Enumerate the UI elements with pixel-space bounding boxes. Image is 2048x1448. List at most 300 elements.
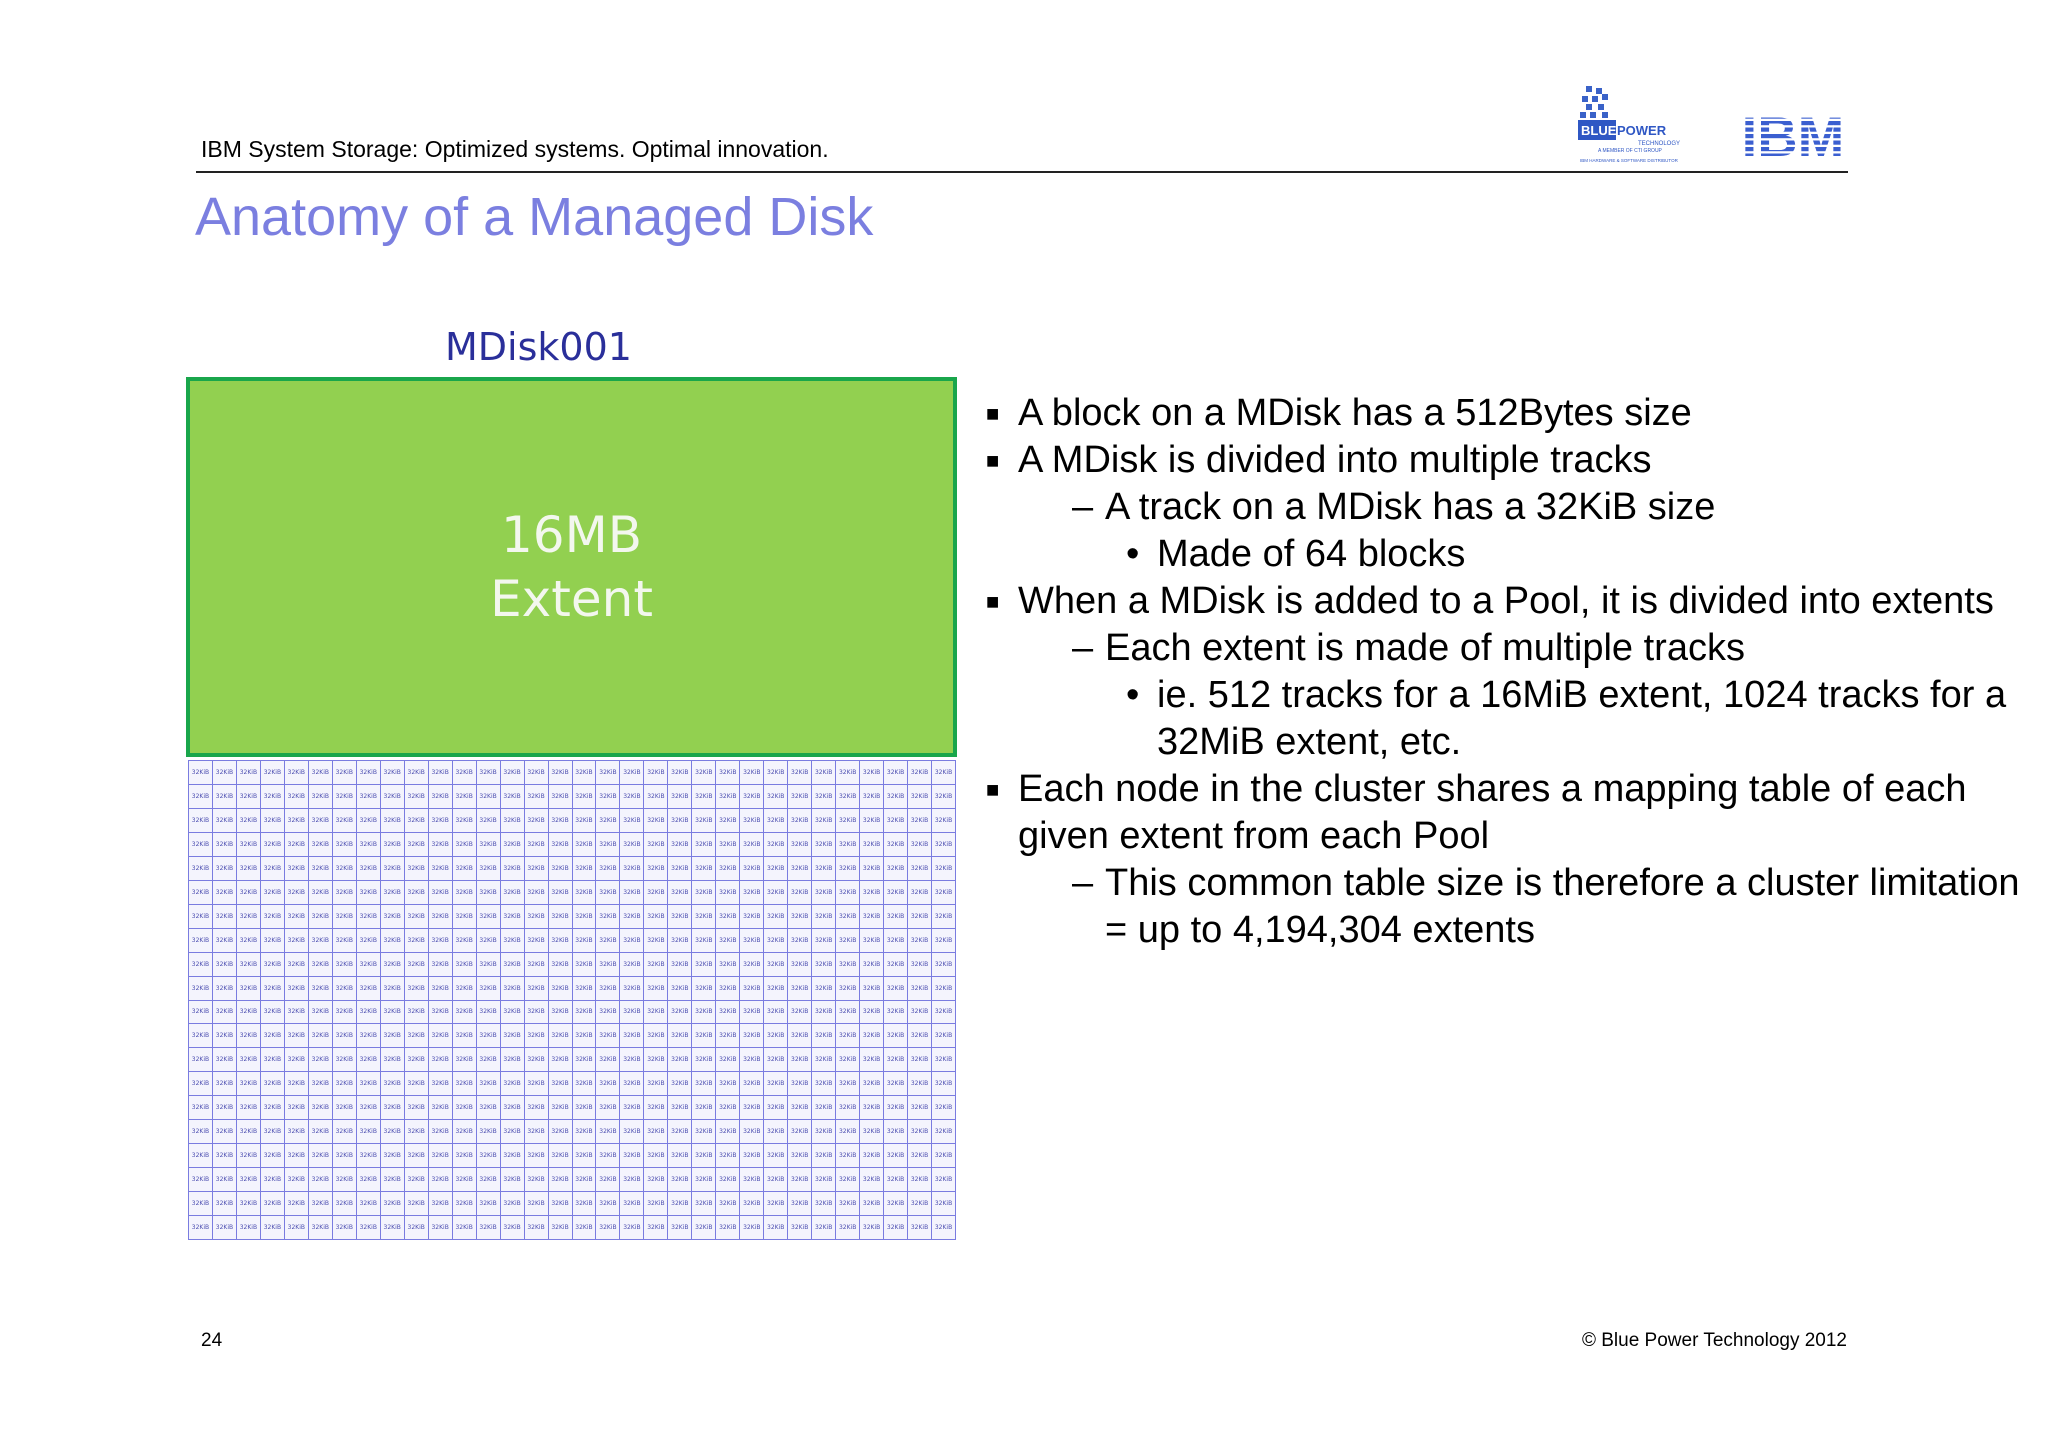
track-cell: 32KiB	[764, 833, 788, 857]
track-cell: 32KiB	[549, 1072, 573, 1096]
track-cell: 32KiB	[836, 905, 860, 929]
track-cell: 32KiB	[884, 809, 908, 833]
track-cell: 32KiB	[836, 1120, 860, 1144]
track-cell: 32KiB	[189, 761, 213, 785]
track-cell: 32KiB	[620, 1168, 644, 1192]
track-cell: 32KiB	[620, 1001, 644, 1025]
bullet-marker-icon: ■	[986, 777, 1000, 802]
track-cell: 32KiB	[812, 1192, 836, 1216]
track-cell: 32KiB	[477, 1024, 501, 1048]
track-cell: 32KiB	[764, 905, 788, 929]
track-cell: 32KiB	[692, 953, 716, 977]
track-cell: 32KiB	[836, 929, 860, 953]
track-cell: 32KiB	[716, 1216, 740, 1240]
track-cell: 32KiB	[429, 1001, 453, 1025]
track-cell: 32KiB	[525, 809, 549, 833]
track-cell: 32KiB	[788, 1001, 812, 1025]
track-cell: 32KiB	[453, 905, 477, 929]
track-cell: 32KiB	[405, 1024, 429, 1048]
track-cell: 32KiB	[620, 833, 644, 857]
track-cell: 32KiB	[788, 761, 812, 785]
track-cell: 32KiB	[716, 785, 740, 809]
track-cell: 32KiB	[596, 1096, 620, 1120]
track-cell: 32KiB	[429, 881, 453, 905]
track-cell: 32KiB	[525, 785, 549, 809]
track-cell: 32KiB	[405, 1192, 429, 1216]
track-cell: 32KiB	[668, 1024, 692, 1048]
track-cell: 32KiB	[213, 977, 237, 1001]
track-cell: 32KiB	[836, 809, 860, 833]
track-cell: 32KiB	[213, 1192, 237, 1216]
track-cell: 32KiB	[237, 1216, 261, 1240]
track-cell: 32KiB	[788, 1192, 812, 1216]
track-cell: 32KiB	[381, 809, 405, 833]
track-cell: 32KiB	[884, 785, 908, 809]
track-cell: 32KiB	[740, 1096, 764, 1120]
track-cell: 32KiB	[908, 953, 932, 977]
track-cell: 32KiB	[381, 1192, 405, 1216]
track-cell: 32KiB	[860, 977, 884, 1001]
track-cell: 32KiB	[620, 881, 644, 905]
track-cell: 32KiB	[453, 857, 477, 881]
track-cell: 32KiB	[692, 1024, 716, 1048]
track-cell: 32KiB	[573, 1096, 597, 1120]
track-cell: 32KiB	[285, 1168, 309, 1192]
track-cell: 32KiB	[884, 881, 908, 905]
track-cell: 32KiB	[501, 1168, 525, 1192]
track-cell: 32KiB	[261, 1001, 285, 1025]
track-cell: 32KiB	[668, 761, 692, 785]
track-cell: 32KiB	[692, 761, 716, 785]
track-cell: 32KiB	[261, 953, 285, 977]
track-cell: 32KiB	[596, 953, 620, 977]
track-cell: 32KiB	[620, 1024, 644, 1048]
track-cell: 32KiB	[596, 929, 620, 953]
track-cell: 32KiB	[357, 1192, 381, 1216]
track-cell: 32KiB	[405, 1048, 429, 1072]
track-cell: 32KiB	[620, 809, 644, 833]
track-cell: 32KiB	[213, 881, 237, 905]
track-cell: 32KiB	[237, 905, 261, 929]
track-cell: 32KiB	[620, 905, 644, 929]
track-cell: 32KiB	[740, 881, 764, 905]
track-cell: 32KiB	[405, 857, 429, 881]
track-cell: 32KiB	[573, 761, 597, 785]
track-cell: 32KiB	[884, 1216, 908, 1240]
track-cell: 32KiB	[453, 1048, 477, 1072]
track-cell: 32KiB	[836, 1216, 860, 1240]
track-cell: 32KiB	[405, 1072, 429, 1096]
track-cell: 32KiB	[549, 761, 573, 785]
svg-text:A MEMBER OF CTI GROUP: A MEMBER OF CTI GROUP	[1598, 148, 1662, 154]
track-cell: 32KiB	[932, 1048, 956, 1072]
track-cell: 32KiB	[716, 1192, 740, 1216]
track-cell: 32KiB	[788, 809, 812, 833]
track-cell: 32KiB	[740, 1001, 764, 1025]
track-cell: 32KiB	[740, 1192, 764, 1216]
track-cell: 32KiB	[740, 977, 764, 1001]
mdisk-label: MDisk001	[445, 325, 632, 369]
track-cell: 32KiB	[596, 1024, 620, 1048]
track-cell: 32KiB	[405, 1216, 429, 1240]
track-cell: 32KiB	[860, 1144, 884, 1168]
track-cell: 32KiB	[333, 881, 357, 905]
track-cell: 32KiB	[357, 761, 381, 785]
track-cell: 32KiB	[429, 905, 453, 929]
svg-text:BLUE: BLUE	[1581, 123, 1617, 138]
track-cell: 32KiB	[908, 929, 932, 953]
track-cell: 32KiB	[573, 1216, 597, 1240]
track-cell: 32KiB	[189, 905, 213, 929]
track-cell: 32KiB	[477, 881, 501, 905]
track-cell: 32KiB	[764, 929, 788, 953]
track-cell: 32KiB	[573, 857, 597, 881]
track-cell: 32KiB	[381, 1120, 405, 1144]
track-cell: 32KiB	[333, 953, 357, 977]
track-cell: 32KiB	[453, 881, 477, 905]
track-cell: 32KiB	[716, 809, 740, 833]
track-cell: 32KiB	[285, 1096, 309, 1120]
track-cell: 32KiB	[908, 1216, 932, 1240]
track-cell: 32KiB	[932, 785, 956, 809]
track-cell: 32KiB	[549, 1024, 573, 1048]
track-cell: 32KiB	[573, 785, 597, 809]
track-cell: 32KiB	[836, 1024, 860, 1048]
track-cell: 32KiB	[788, 1168, 812, 1192]
track-cell: 32KiB	[237, 929, 261, 953]
track-cell: 32KiB	[644, 1024, 668, 1048]
track-cell: 32KiB	[836, 785, 860, 809]
track-cell: 32KiB	[932, 1072, 956, 1096]
track-cell: 32KiB	[573, 929, 597, 953]
bullet-text: A track on a MDisk has a 32KiB size	[1105, 486, 1716, 528]
track-cell: 32KiB	[764, 1096, 788, 1120]
track-cell: 32KiB	[237, 1024, 261, 1048]
track-cell: 32KiB	[764, 1001, 788, 1025]
track-cell: 32KiB	[429, 833, 453, 857]
track-cell: 32KiB	[357, 929, 381, 953]
track-cell: 32KiB	[237, 1001, 261, 1025]
track-cell: 32KiB	[860, 1192, 884, 1216]
track-cell: 32KiB	[429, 1024, 453, 1048]
track-cell: 32KiB	[549, 1216, 573, 1240]
track-cell: 32KiB	[213, 1048, 237, 1072]
track-cell: 32KiB	[549, 1048, 573, 1072]
track-cell: 32KiB	[884, 1192, 908, 1216]
track-cell: 32KiB	[549, 1001, 573, 1025]
track-cell: 32KiB	[668, 1192, 692, 1216]
track-cell: 32KiB	[477, 1096, 501, 1120]
track-cell: 32KiB	[501, 1144, 525, 1168]
track-cell: 32KiB	[261, 1120, 285, 1144]
track-cell: 32KiB	[549, 1144, 573, 1168]
track-cell: 32KiB	[429, 1192, 453, 1216]
track-cell: 32KiB	[309, 977, 333, 1001]
bullet-marker-icon: •	[1126, 674, 1140, 716]
track-cell: 32KiB	[812, 1096, 836, 1120]
track-cell: 32KiB	[908, 1192, 932, 1216]
track-cell: 32KiB	[405, 977, 429, 1001]
track-cell: 32KiB	[812, 761, 836, 785]
track-cell: 32KiB	[357, 1024, 381, 1048]
track-cell: 32KiB	[501, 833, 525, 857]
track-cell: 32KiB	[309, 929, 333, 953]
track-cell: 32KiB	[429, 1168, 453, 1192]
track-cell: 32KiB	[740, 1024, 764, 1048]
track-cell: 32KiB	[189, 1144, 213, 1168]
track-cell: 32KiB	[525, 1144, 549, 1168]
bullet-text: ie. 512 tracks for a 16MiB extent, 1024 tracks for a 32MiB extent, etc.	[1157, 674, 2007, 763]
page-number: 24	[201, 1330, 223, 1351]
page-title: Anatomy of a Managed Disk	[195, 187, 874, 247]
track-cell: 32KiB	[333, 809, 357, 833]
track-cell: 32KiB	[213, 833, 237, 857]
track-cell: 32KiB	[357, 1096, 381, 1120]
track-cell: 32KiB	[788, 857, 812, 881]
track-cell: 32KiB	[285, 1001, 309, 1025]
track-cell: 32KiB	[237, 1096, 261, 1120]
track-cell: 32KiB	[788, 881, 812, 905]
track-cell: 32KiB	[573, 1120, 597, 1144]
track-cell: 32KiB	[812, 1048, 836, 1072]
track-cell: 32KiB	[644, 929, 668, 953]
track-cell: 32KiB	[668, 1120, 692, 1144]
track-cell: 32KiB	[836, 857, 860, 881]
track-cell: 32KiB	[692, 809, 716, 833]
track-cell: 32KiB	[812, 905, 836, 929]
track-cell: 32KiB	[932, 1168, 956, 1192]
track-cell: 32KiB	[453, 761, 477, 785]
track-cell: 32KiB	[357, 1168, 381, 1192]
track-cell: 32KiB	[788, 833, 812, 857]
track-cell: 32KiB	[908, 1001, 932, 1025]
track-cell: 32KiB	[189, 833, 213, 857]
track-cell: 32KiB	[381, 1048, 405, 1072]
track-cell: 32KiB	[812, 1072, 836, 1096]
bullet-text: Each extent is made of multiple tracks	[1105, 627, 1745, 669]
extent-label: Extent	[490, 570, 653, 628]
track-cell: 32KiB	[381, 1144, 405, 1168]
track-cell: 32KiB	[213, 785, 237, 809]
track-cell: 32KiB	[237, 761, 261, 785]
track-cell: 32KiB	[381, 1168, 405, 1192]
track-cell: 32KiB	[716, 833, 740, 857]
track-cell: 32KiB	[453, 1216, 477, 1240]
track-cell: 32KiB	[573, 1168, 597, 1192]
track-cell: 32KiB	[764, 1216, 788, 1240]
track-cell: 32KiB	[812, 929, 836, 953]
track-cell: 32KiB	[357, 1048, 381, 1072]
track-cell: 32KiB	[429, 1048, 453, 1072]
track-cell: 32KiB	[908, 809, 932, 833]
bullet-marker-icon: ■	[986, 448, 1000, 473]
track-cell: 32KiB	[644, 1144, 668, 1168]
track-cell: 32KiB	[237, 977, 261, 1001]
track-cell: 32KiB	[381, 785, 405, 809]
track-cell: 32KiB	[213, 1120, 237, 1144]
track-cell: 32KiB	[501, 905, 525, 929]
track-cell: 32KiB	[884, 977, 908, 1001]
track-cell: 32KiB	[884, 761, 908, 785]
ibm-logo	[1734, 108, 1852, 160]
track-cell: 32KiB	[405, 929, 429, 953]
track-cell: 32KiB	[333, 905, 357, 929]
track-cell: 32KiB	[549, 953, 573, 977]
track-cell: 32KiB	[213, 929, 237, 953]
track-cell: 32KiB	[237, 833, 261, 857]
track-cell: 32KiB	[573, 1144, 597, 1168]
track-cell: 32KiB	[405, 1096, 429, 1120]
track-cell: 32KiB	[333, 977, 357, 1001]
track-cell: 32KiB	[477, 857, 501, 881]
track-cell: 32KiB	[692, 857, 716, 881]
track-cell: 32KiB	[285, 1120, 309, 1144]
track-cell: 32KiB	[501, 857, 525, 881]
track-cell: 32KiB	[668, 785, 692, 809]
track-cell: 32KiB	[381, 1216, 405, 1240]
track-cell: 32KiB	[908, 1144, 932, 1168]
track-cell: 32KiB	[213, 1024, 237, 1048]
track-cell: 32KiB	[333, 1168, 357, 1192]
track-cell: 32KiB	[453, 929, 477, 953]
track-cell: 32KiB	[189, 1048, 213, 1072]
track-cell: 32KiB	[525, 881, 549, 905]
track-cell: 32KiB	[716, 1072, 740, 1096]
track-cell: 32KiB	[764, 1072, 788, 1096]
track-cell: 32KiB	[668, 833, 692, 857]
track-cell: 32KiB	[189, 1096, 213, 1120]
track-cell: 32KiB	[644, 881, 668, 905]
track-cell: 32KiB	[573, 1048, 597, 1072]
track-cell: 32KiB	[836, 1168, 860, 1192]
track-cell: 32KiB	[596, 1048, 620, 1072]
track-cell: 32KiB	[237, 1072, 261, 1096]
track-cell: 32KiB	[429, 1072, 453, 1096]
track-cell: 32KiB	[525, 857, 549, 881]
track-cell: 32KiB	[692, 1096, 716, 1120]
bullet-marker-icon: –	[1072, 627, 1094, 669]
bullet-item	[980, 672, 2040, 766]
track-cell: 32KiB	[668, 1001, 692, 1025]
track-cell: 32KiB	[764, 1120, 788, 1144]
track-cell: 32KiB	[932, 953, 956, 977]
track-cell: 32KiB	[596, 857, 620, 881]
track-cell: 32KiB	[764, 1024, 788, 1048]
track-cell: 32KiB	[453, 1096, 477, 1120]
track-cell: 32KiB	[213, 1216, 237, 1240]
track-cell: 32KiB	[764, 761, 788, 785]
track-cell: 32KiB	[501, 881, 525, 905]
track-cell: 32KiB	[525, 929, 549, 953]
track-cell: 32KiB	[668, 977, 692, 1001]
track-cell: 32KiB	[333, 1024, 357, 1048]
track-cell: 32KiB	[908, 1120, 932, 1144]
track-cell: 32KiB	[932, 1192, 956, 1216]
track-cell: 32KiB	[932, 1216, 956, 1240]
track-cell: 32KiB	[788, 1120, 812, 1144]
track-cell: 32KiB	[692, 1072, 716, 1096]
track-cell: 32KiB	[357, 857, 381, 881]
track-cell: 32KiB	[477, 1168, 501, 1192]
track-cell: 32KiB	[573, 977, 597, 1001]
track-cell: 32KiB	[716, 881, 740, 905]
track-cell: 32KiB	[405, 761, 429, 785]
track-cell: 32KiB	[477, 929, 501, 953]
track-cell: 32KiB	[261, 1144, 285, 1168]
track-cell: 32KiB	[333, 1096, 357, 1120]
track-cell: 32KiB	[908, 857, 932, 881]
bullet-text: Each node in the cluster shares a mapping table of each given extent from each Pool	[1018, 768, 1967, 857]
svg-text:IBM HARDWARE & SOFTWARE DISTRI: IBM HARDWARE & SOFTWARE DISTRIBUTOR	[1580, 158, 1678, 163]
track-cell: 32KiB	[405, 1001, 429, 1025]
track-cell: 32KiB	[764, 809, 788, 833]
track-cell: 32KiB	[525, 1096, 549, 1120]
track-cell: 32KiB	[812, 1216, 836, 1240]
track-cell: 32KiB	[836, 1192, 860, 1216]
track-cell: 32KiB	[189, 809, 213, 833]
track-cell: 32KiB	[453, 1001, 477, 1025]
track-cell: 32KiB	[549, 881, 573, 905]
track-cell: 32KiB	[309, 1048, 333, 1072]
track-cell: 32KiB	[405, 905, 429, 929]
track-cell: 32KiB	[309, 785, 333, 809]
track-cell: 32KiB	[333, 1192, 357, 1216]
track-cell: 32KiB	[884, 1072, 908, 1096]
track-cell: 32KiB	[644, 905, 668, 929]
track-cell: 32KiB	[596, 1168, 620, 1192]
track-cell: 32KiB	[860, 857, 884, 881]
track-cell: 32KiB	[884, 1168, 908, 1192]
track-cell: 32KiB	[285, 881, 309, 905]
track-cell: 32KiB	[213, 1001, 237, 1025]
track-cell: 32KiB	[405, 785, 429, 809]
track-cell: 32KiB	[884, 857, 908, 881]
track-cell: 32KiB	[189, 929, 213, 953]
track-cell: 32KiB	[501, 1048, 525, 1072]
track-cell: 32KiB	[309, 761, 333, 785]
track-cell: 32KiB	[668, 1048, 692, 1072]
track-cell: 32KiB	[716, 977, 740, 1001]
track-cell: 32KiB	[668, 1096, 692, 1120]
track-cell: 32KiB	[381, 857, 405, 881]
track-cell: 32KiB	[333, 1216, 357, 1240]
track-cell: 32KiB	[309, 953, 333, 977]
track-cell: 32KiB	[836, 1001, 860, 1025]
track-cell: 32KiB	[644, 1216, 668, 1240]
track-cell: 32KiB	[764, 1144, 788, 1168]
track-cell: 32KiB	[764, 1192, 788, 1216]
track-cell: 32KiB	[573, 833, 597, 857]
track-cell: 32KiB	[716, 929, 740, 953]
track-cell: 32KiB	[932, 905, 956, 929]
track-cell: 32KiB	[333, 1144, 357, 1168]
track-cell: 32KiB	[453, 1168, 477, 1192]
track-cell: 32KiB	[692, 1120, 716, 1144]
track-cell: 32KiB	[381, 1024, 405, 1048]
track-cell: 32KiB	[620, 929, 644, 953]
track-cell: 32KiB	[333, 1120, 357, 1144]
track-cell: 32KiB	[740, 905, 764, 929]
track-cell: 32KiB	[716, 1048, 740, 1072]
track-cell: 32KiB	[692, 929, 716, 953]
track-cell: 32KiB	[716, 1120, 740, 1144]
track-cell: 32KiB	[788, 1048, 812, 1072]
bullet-marker-icon: –	[1072, 862, 1094, 904]
track-cell: 32KiB	[477, 1048, 501, 1072]
track-cell: 32KiB	[668, 1216, 692, 1240]
bullet-text: When a MDisk is added to a Pool, it is divided into extents	[1018, 580, 1994, 622]
track-cell: 32KiB	[213, 905, 237, 929]
